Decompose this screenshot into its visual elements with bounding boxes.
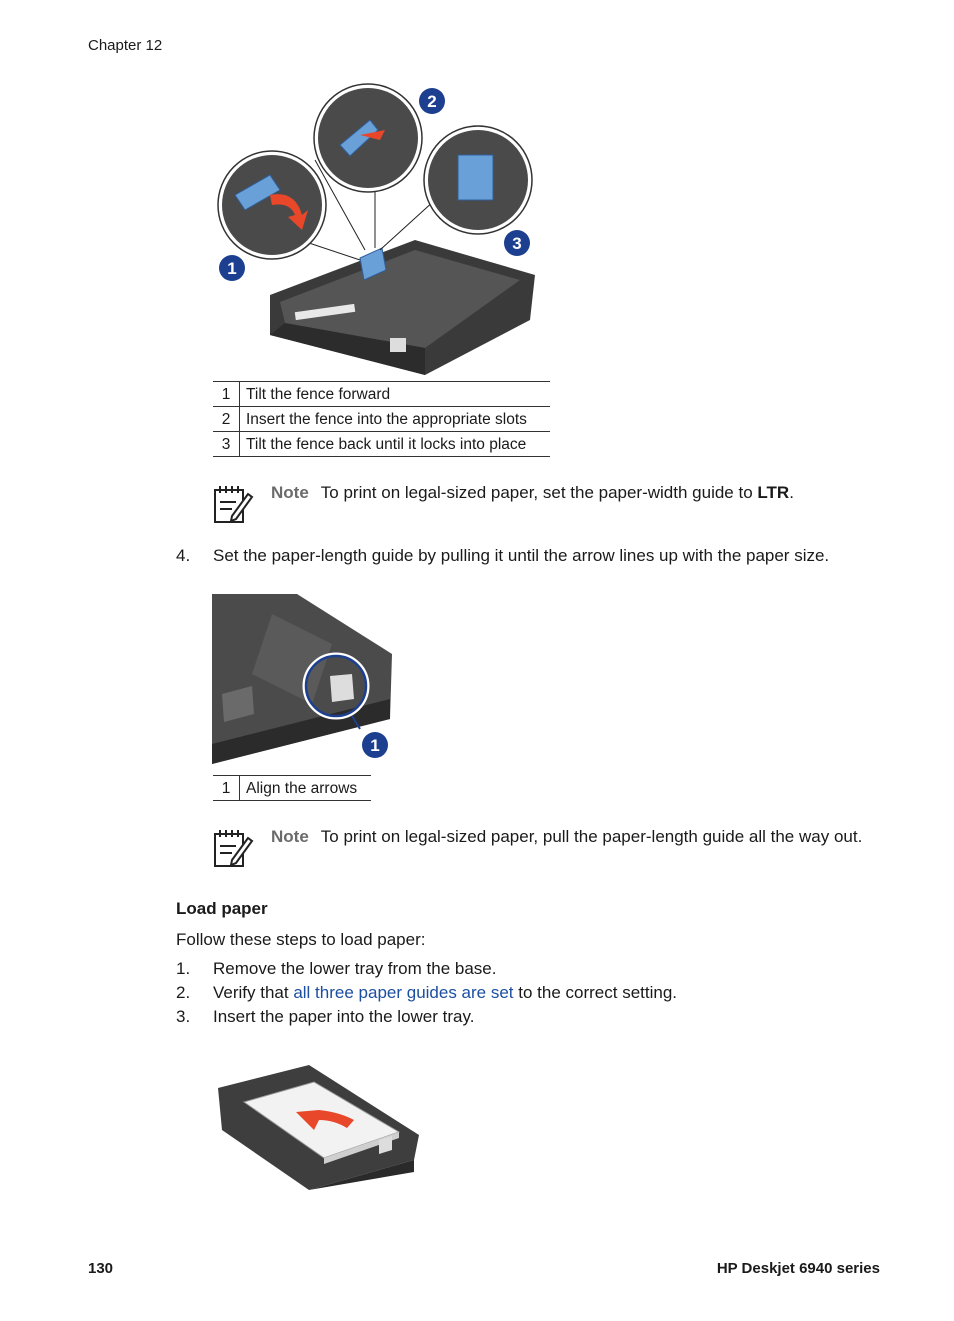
note-pad-icon bbox=[212, 828, 254, 870]
step-text-pre: Verify that bbox=[213, 983, 294, 1002]
note-width-guide bbox=[271, 481, 891, 504]
page-number: 130 bbox=[88, 1260, 114, 1277]
legend-num: 2 bbox=[213, 407, 240, 432]
svg-text:3: 3 bbox=[512, 234, 522, 253]
legend-row bbox=[213, 776, 371, 801]
note-label: Note bbox=[271, 827, 309, 846]
note-end: . bbox=[789, 483, 794, 502]
callout-1-badge bbox=[362, 732, 388, 758]
figure2-legend-table bbox=[213, 775, 371, 801]
legend-row bbox=[213, 432, 550, 457]
callout-1-badge bbox=[219, 255, 245, 281]
legend-num: 1 bbox=[213, 382, 240, 407]
step-4 bbox=[176, 544, 896, 568]
svg-text:1: 1 bbox=[370, 736, 380, 755]
legend-text: Align the arrows bbox=[240, 776, 372, 801]
note-bold-value: LTR bbox=[757, 483, 790, 502]
legend-text: Insert the fence into the appropriate slots bbox=[240, 407, 551, 432]
list-item bbox=[176, 957, 896, 981]
legend-num: 1 bbox=[213, 776, 240, 801]
step-text-post: to the correct setting. bbox=[513, 983, 677, 1002]
step-number: 1. bbox=[176, 959, 191, 978]
svg-text:1: 1 bbox=[227, 259, 237, 278]
legend-text: Tilt the fence back until it locks into place bbox=[240, 432, 551, 457]
step-text: Set the paper-length guide by pulling it until the arrow lines up with the paper size. bbox=[213, 546, 830, 565]
legend-row bbox=[213, 407, 550, 432]
chapter-label: Chapter 12 bbox=[88, 37, 163, 54]
load-paper-intro: Follow these steps to load paper: bbox=[176, 930, 426, 949]
figure-length-guide-illustration bbox=[212, 594, 397, 769]
callout-2-badge bbox=[419, 88, 445, 114]
list-item bbox=[176, 1005, 896, 1029]
step-text: Insert the paper into the lower tray. bbox=[213, 1007, 475, 1026]
legend-num: 3 bbox=[213, 432, 240, 457]
step-number: 4. bbox=[176, 546, 191, 565]
step-number: 3. bbox=[176, 1007, 191, 1026]
note-text: To print on legal-sized paper, set the paper-width guide to bbox=[320, 483, 758, 502]
figure-load-paper-illustration bbox=[214, 1060, 424, 1195]
legend-row bbox=[213, 382, 550, 407]
section-heading-load-paper: Load paper bbox=[176, 899, 268, 918]
list-item bbox=[176, 981, 896, 1005]
svg-text:2: 2 bbox=[427, 92, 437, 111]
figure-fence-illustration bbox=[210, 80, 540, 375]
callout-3-badge bbox=[504, 230, 530, 256]
figure1-legend-table bbox=[213, 381, 550, 457]
legend-text: Tilt the fence forward bbox=[240, 382, 551, 407]
note-text: To print on legal-sized paper, pull the paper-length guide all the way out. bbox=[320, 827, 863, 846]
note-length-guide bbox=[271, 825, 891, 848]
load-paper-steps bbox=[176, 957, 896, 1029]
product-name: HP Deskjet 6940 series bbox=[716, 1260, 880, 1277]
step-text: Remove the lower tray from the base. bbox=[213, 959, 497, 978]
step-number: 2. bbox=[176, 983, 191, 1002]
note-label: Note bbox=[271, 483, 309, 502]
paper-guides-link[interactable]: all three paper guides are set bbox=[293, 983, 514, 1002]
note-pad-icon bbox=[212, 484, 254, 526]
